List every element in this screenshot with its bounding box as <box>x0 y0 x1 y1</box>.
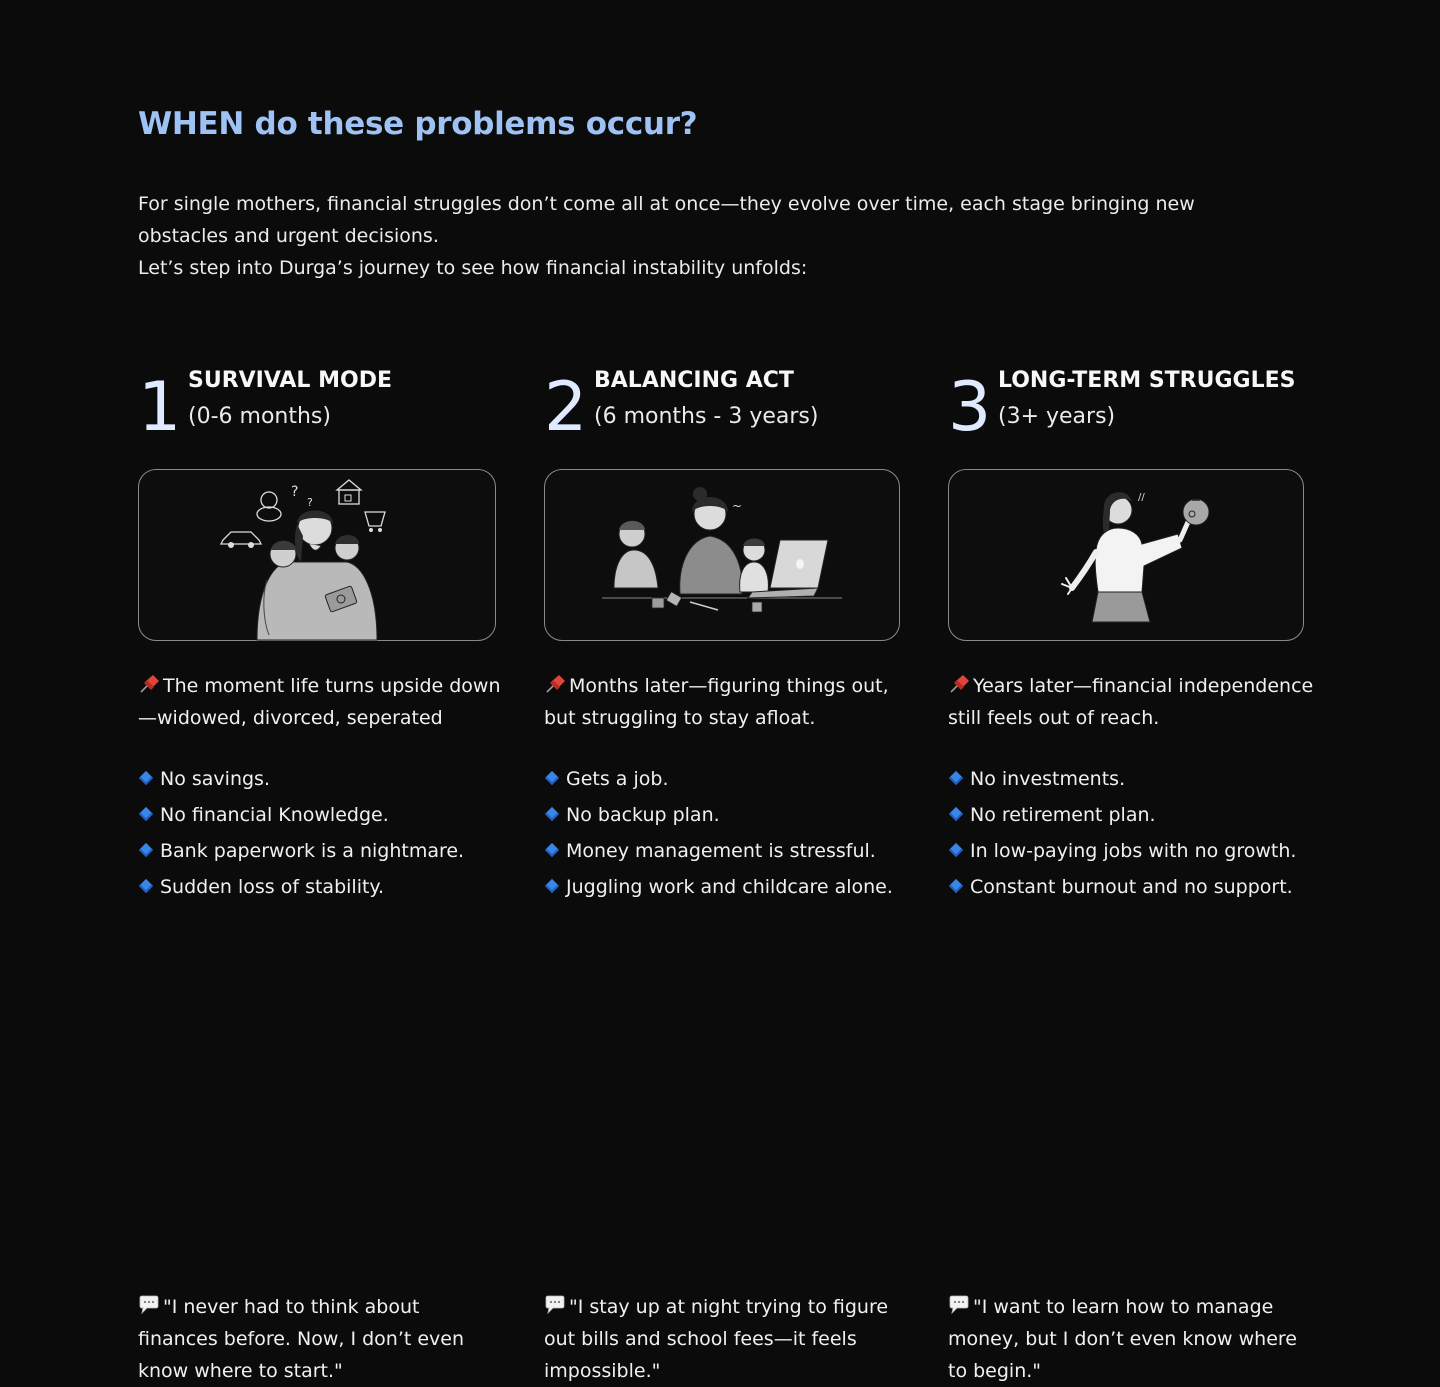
illustration-card <box>948 469 1304 641</box>
blue-diamond-icon <box>949 843 963 857</box>
stage-number: 1 <box>138 368 182 447</box>
stage-lead <box>138 670 508 734</box>
intro-line: Let’s step into Durga’s journey to see how financial instability unfolds: <box>138 257 808 279</box>
pushpin-icon <box>544 674 566 694</box>
intro-line: obstacles and urgent decisions. <box>138 225 439 247</box>
stage-quote-text: "I stay up at night trying to figure out bills and school fees—it feels impossible." <box>544 1296 889 1382</box>
list-item <box>544 869 893 905</box>
list-item <box>544 797 893 833</box>
list-item-text: Money management is stressful. <box>566 840 876 862</box>
blue-diamond-icon <box>139 879 153 893</box>
svg-text:?: ? <box>307 496 313 509</box>
stage-lead <box>544 670 914 734</box>
stage-balancing-act <box>544 366 914 1382</box>
stage-lead-text: Years later—financial independence still feels out of reach. <box>948 675 1314 729</box>
list-item-text: No savings. <box>160 768 270 790</box>
blue-diamond-icon <box>139 843 153 857</box>
blue-diamond-icon <box>949 807 963 821</box>
intro-text <box>138 188 1258 284</box>
pushpin-icon <box>948 674 970 694</box>
woman-holding-piggy-bank-illustration <box>1016 470 1236 640</box>
stage-quote-text: "I never had to think about finances before. Now, I don’t even know where to start." <box>138 1296 465 1382</box>
list-item <box>138 761 464 797</box>
list-item <box>948 761 1296 797</box>
stage-title: BALANCING ACT <box>594 368 794 393</box>
pushpin-icon <box>138 674 160 694</box>
list-item-text: Gets a job. <box>566 768 669 790</box>
problem-list <box>544 761 893 905</box>
speech-bubble-icon <box>544 1295 566 1315</box>
stage-range: (0-6 months) <box>188 404 331 429</box>
stage-title: LONG-TERM STRUGGLES <box>998 368 1296 393</box>
list-item <box>544 833 893 869</box>
stressed-mother-with-children-illustration <box>217 470 417 640</box>
list-item <box>948 833 1296 869</box>
svg-text:?: ? <box>291 484 299 500</box>
blue-diamond-icon <box>139 771 153 785</box>
intro-line: For single mothers, financial struggles don’t come all at once—they evolve over time, each stage bringing new <box>138 193 1195 215</box>
blue-diamond-icon <box>545 843 559 857</box>
list-item-text: Juggling work and childcare alone. <box>566 876 893 898</box>
blue-diamond-icon <box>949 879 963 893</box>
stage-quote-text: "I want to learn how to manage money, but I don’t even know where to begin." <box>948 1296 1297 1382</box>
stage-range: (3+ years) <box>998 404 1116 429</box>
stage-quote <box>544 1291 894 1387</box>
svg-text://: // <box>1138 492 1145 503</box>
list-item-text: No retirement plan. <box>970 804 1156 826</box>
stage-header <box>544 366 914 446</box>
stage-title: SURVIVAL MODE <box>188 368 392 393</box>
blue-diamond-icon <box>139 807 153 821</box>
list-item-text: No financial Knowledge. <box>160 804 389 826</box>
list-item-text: No investments. <box>970 768 1126 790</box>
stage-number: 3 <box>948 368 992 447</box>
stage-quote <box>138 1291 478 1387</box>
blue-diamond-icon <box>545 879 559 893</box>
list-item <box>948 797 1296 833</box>
blue-diamond-icon <box>949 771 963 785</box>
blue-diamond-icon <box>545 771 559 785</box>
list-item <box>138 797 464 833</box>
svg-text:~: ~ <box>732 499 743 513</box>
mother-working-with-children-illustration <box>592 470 852 640</box>
illustration-card <box>544 469 900 641</box>
page-title: WHEN do these problems occur? <box>138 106 698 142</box>
list-item <box>138 833 464 869</box>
list-item <box>948 869 1296 905</box>
stage-long-term-struggles <box>948 366 1328 1382</box>
speech-bubble-icon <box>948 1295 970 1315</box>
stage-lead-text: Months later—figuring things out, but struggling to stay afloat. <box>544 675 889 729</box>
illustration-card <box>138 469 496 641</box>
stage-quote <box>948 1291 1308 1387</box>
stage-lead-text: The moment life turns upside down—widowed, divorced, seperated <box>138 675 501 729</box>
list-item <box>544 761 893 797</box>
problem-list <box>138 761 464 905</box>
stage-range: (6 months - 3 years) <box>594 404 819 429</box>
stage-survival-mode <box>138 366 508 1382</box>
list-item <box>138 869 464 905</box>
list-item-text: Sudden loss of stability. <box>160 876 385 898</box>
list-item-text: Constant burnout and no support. <box>970 876 1293 898</box>
stage-lead <box>948 670 1328 734</box>
problem-list <box>948 761 1296 905</box>
stage-header <box>138 366 508 446</box>
list-item-text: No backup plan. <box>566 804 720 826</box>
stage-header <box>948 366 1328 446</box>
list-item-text: In low-paying jobs with no growth. <box>970 840 1297 862</box>
list-item-text: Bank paperwork is a nightmare. <box>160 840 465 862</box>
stage-number: 2 <box>544 368 588 447</box>
speech-bubble-icon <box>138 1295 160 1315</box>
blue-diamond-icon <box>545 807 559 821</box>
